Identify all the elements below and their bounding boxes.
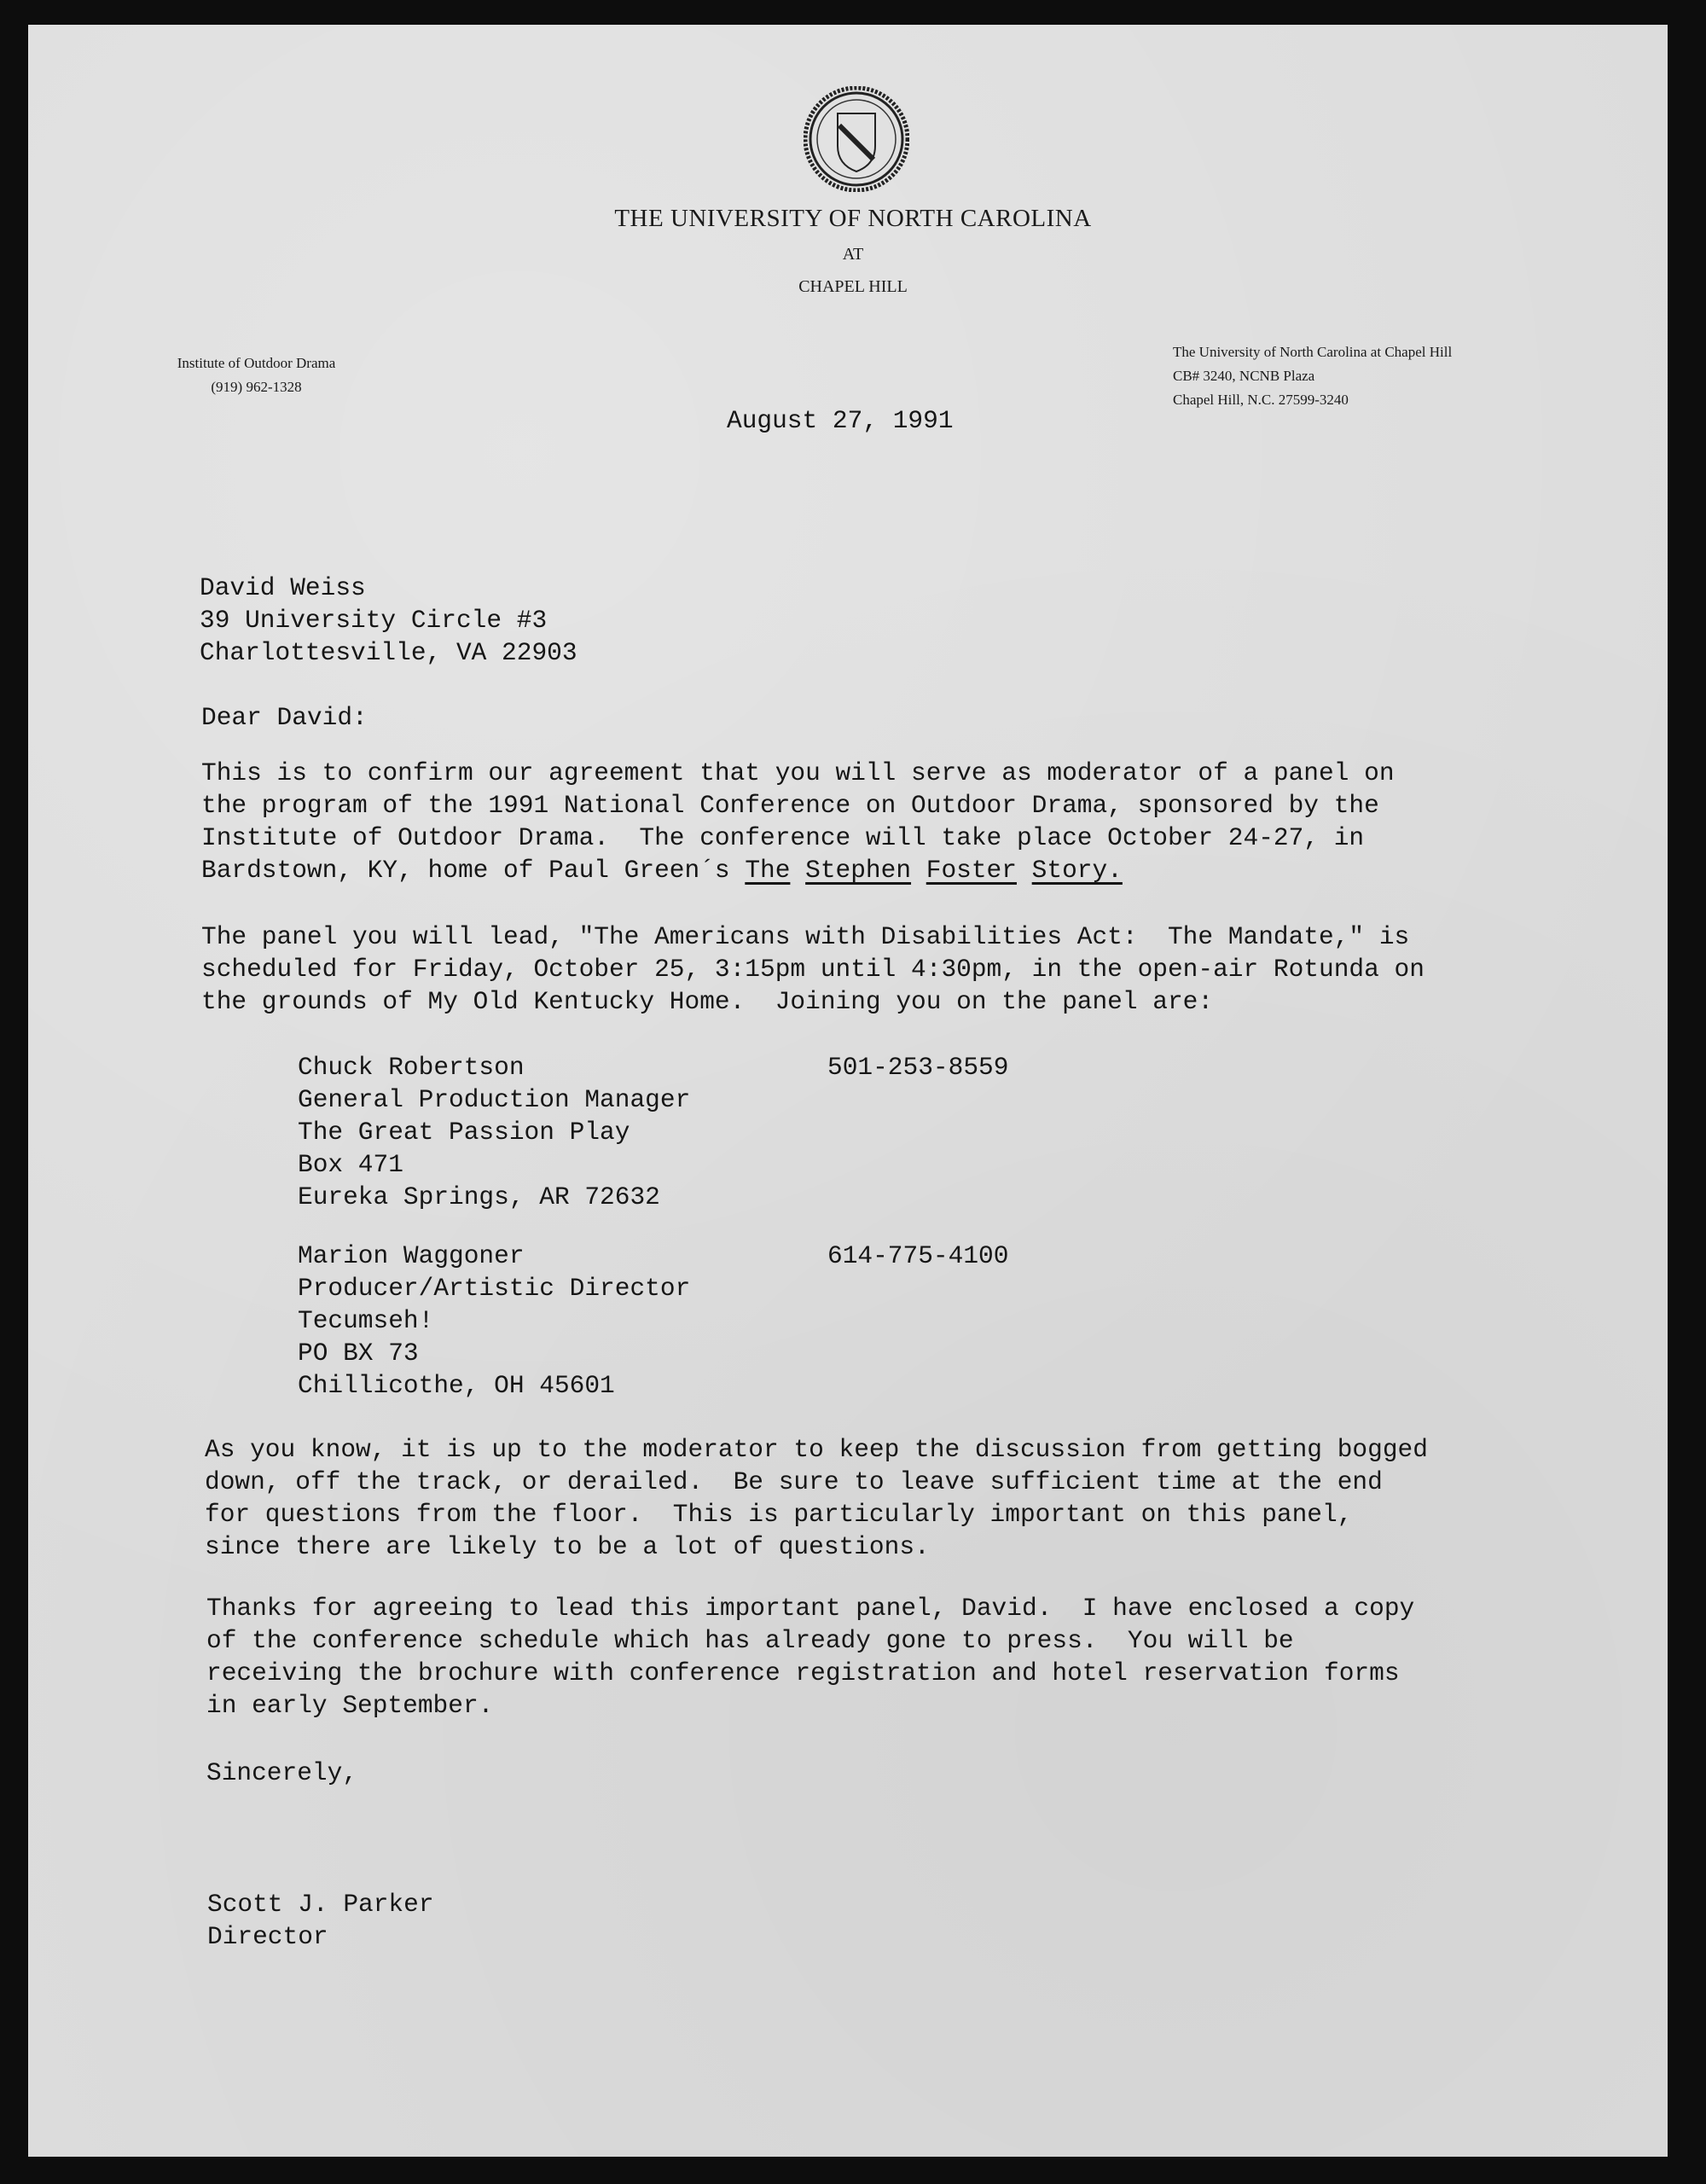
letterhead-right (1173, 340, 1452, 412)
panelist-2 (298, 1240, 690, 1402)
panelist-title: General Production Manager (298, 1085, 691, 1114)
play-title-word: Foster (926, 856, 1017, 885)
department-phone: (919) 962-1328 (211, 379, 302, 395)
salutation: Dear David: (201, 703, 368, 732)
play-title-word: Stephen (805, 856, 912, 885)
paragraph-line: the grounds of My Old Kentucky Home. Joining you on the panel are: (201, 987, 1214, 1016)
address-line: Chapel Hill, N.C. 27599-3240 (1173, 392, 1349, 408)
panelist-city: Eureka Springs, AR 72632 (298, 1182, 660, 1211)
paragraph-4 (206, 1592, 1414, 1722)
signer-title: Director (207, 1922, 328, 1951)
recipient-address (200, 572, 577, 669)
paragraph-line: in early September. (206, 1691, 494, 1720)
paragraph-line: of the conference schedule which has already gone to press. You will be (206, 1626, 1294, 1655)
panelist-phone: 614-775-4100 (827, 1241, 1009, 1270)
paragraph-line: The panel you will lead, "The Americans with Disabilities Act: The Mandate," is (201, 922, 1410, 951)
signature-block (207, 1888, 434, 1953)
recipient-name: David Weiss (200, 573, 366, 602)
panelist-org: Tecumseh! (298, 1306, 434, 1335)
recipient-city: Charlottesville, VA 22903 (200, 638, 577, 667)
paragraph-line (201, 854, 1395, 886)
recipient-street: 39 University Circle #3 (200, 606, 548, 635)
letterhead-campus: CHAPEL HILL (798, 277, 908, 296)
closing: Sincerely, (206, 1758, 358, 1787)
paragraph-line: for questions from the floor. This is particularly important on this panel, (205, 1500, 1353, 1529)
paragraph-line: Institute of Outdoor Drama. The conference will take place October 24-27, in (201, 823, 1365, 852)
paragraph-line: As you know, it is up to the moderator to keep the discussion from getting bogged (205, 1435, 1428, 1464)
panelist-org: The Great Passion Play (298, 1118, 630, 1147)
panelist-city: Chillicothe, OH 45601 (298, 1371, 615, 1400)
address-line: CB# 3240, NCNB Plaza (1173, 368, 1315, 384)
address-line: The University of North Carolina at Chapel Hill (1173, 344, 1453, 360)
paragraph-line: since there are likely to be a lot of questions. (205, 1532, 930, 1561)
paragraph-line: the program of the 1991 National Conference on Outdoor Drama, sponsored by the (201, 791, 1379, 820)
paragraph-1 (201, 757, 1395, 886)
letterhead-left (139, 351, 374, 399)
panelist-name: Marion Waggoner (298, 1241, 525, 1270)
paragraph-2 (201, 921, 1425, 1018)
paragraph-line: receiving the brochure with conference registration and hotel reservation forms (206, 1658, 1400, 1687)
panelist-box: PO BX 73 (298, 1339, 419, 1368)
panelist-name: Chuck Robertson (298, 1053, 525, 1082)
paragraph-line: scheduled for Friday, October 25, 3:15pm until 4:30pm, in the open-air Rotunda on (201, 955, 1425, 984)
panelist-phone: 501-253-8559 (827, 1053, 1009, 1082)
university-seal-icon (804, 86, 909, 192)
paragraph-line: This is to confirm our agreement that you will serve as moderator of a panel on (201, 758, 1395, 787)
panelist-title: Producer/Artistic Director (298, 1274, 691, 1303)
letter-date: August 27, 1991 (727, 406, 954, 435)
text: Bardstown, KY, home of Paul Green´s (201, 856, 746, 885)
letterhead-at: AT (842, 245, 864, 264)
signer-name: Scott J. Parker (207, 1890, 434, 1919)
department-name: Institute of Outdoor Drama (177, 355, 336, 371)
play-title-word: The (745, 856, 791, 885)
university-name: THE UNIVERSITY OF NORTH CAROLINA (614, 205, 1092, 232)
panelist-1 (298, 1051, 690, 1213)
paragraph-3 (205, 1433, 1428, 1563)
play-title-word: Story. (1031, 856, 1123, 885)
paragraph-line: Thanks for agreeing to lead this important panel, David. I have enclosed a copy (206, 1594, 1415, 1623)
panelist-box: Box 471 (298, 1150, 403, 1179)
paragraph-line: down, off the track, or derailed. Be sure to leave sufficient time at the end (205, 1467, 1383, 1496)
